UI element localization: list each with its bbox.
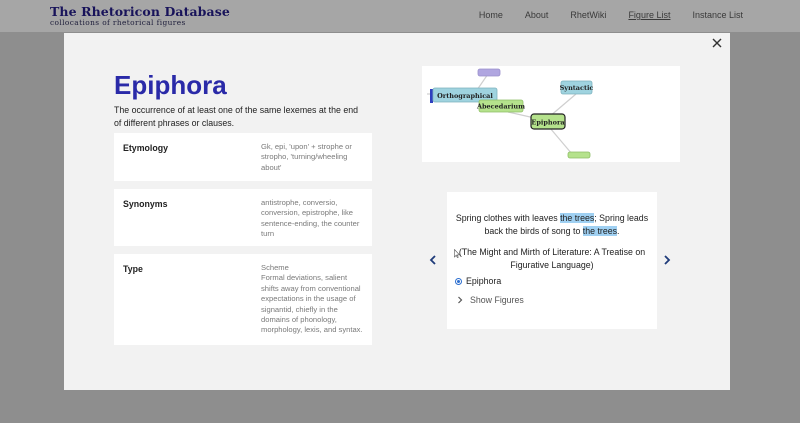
show-figures-toggle[interactable] [457,295,524,305]
site-title: The Rhetoricon Database [50,4,230,19]
chevron-right-icon[interactable] [663,255,671,265]
synonyms-value: antistrophe, conversio, conversion, epistrophe, like sentence-ending, the counter turn [261,198,360,239]
example-text-middle: ; Spring leads back the birds of song to [484,213,649,236]
type-value [261,263,364,336]
example-text-end: . [617,226,620,236]
synonyms-label: Synonyms [123,199,168,209]
nav-instance-list[interactable]: Instance List [692,10,743,20]
radio-selected-icon[interactable] [455,278,462,285]
type-card [114,254,372,345]
site-logo[interactable] [50,6,230,27]
diagram-node-epiphora-label: Epiphora [531,118,565,127]
figure-relation-diagram[interactable] [422,66,680,162]
site-subtitle: collocations of rhetorical figures [50,18,186,27]
example-text-start: Spring clothes with leaves [455,213,561,223]
figure-title: Epiphora [114,70,227,100]
figure-option-label: Epiphora [466,276,502,286]
diagram-node-orthographical-label: Orthographical [437,92,493,100]
example-text [455,212,649,238]
chevron-left-icon[interactable] [429,255,437,265]
example-panel [447,192,657,329]
etymology-label: Etymology [123,143,168,153]
nav-about[interactable]: About [524,10,549,20]
diagram-node-abecedarium-label: Abecedarium [476,102,526,111]
top-navigation-bar [0,0,800,32]
example-source: (The Might and Mirth of Literature: A Treatise on Figurative Language) [458,247,646,270]
type-value-detail: Formal deviations, salient shifts away from conventional expectations in the usage of signantid, chiefly in the domains of phonology, morphology, lexis, and syntax. [261,273,363,335]
diagram-node-syntactic-label: Syntactic [559,84,594,92]
etymology-value: Gk, epi, 'upon' + strophe or stropho, 'turning/wheeling about' [261,142,352,172]
close-icon[interactable] [710,36,724,50]
show-figures-label: Show Figures [470,295,524,305]
diagram-svg [422,66,680,162]
example-highlight-2: the trees [582,226,618,236]
nav-home[interactable]: Home [478,10,503,20]
diagram-node-top[interactable] [478,69,500,76]
example-highlight-1: the trees [560,213,595,223]
type-label: Type [123,264,143,274]
chevron-right-small-icon [457,296,463,304]
type-value-title: Scheme [261,263,289,272]
figure-description: The occurrence of at least one of the same lexemes at the end of different phrases or clauses. [114,105,359,128]
figure-detail-modal [64,33,730,390]
synonyms-card [114,189,372,246]
diagram-node-bottom[interactable] [568,152,590,158]
figure-option-epiphora[interactable] [455,276,501,286]
nav-rhetwiki[interactable]: RhetWiki [570,10,607,20]
main-nav [457,10,743,20]
etymology-card [114,133,372,181]
nav-figure-list[interactable]: Figure List [628,10,671,20]
diagram-node-edge-marker [430,89,433,103]
